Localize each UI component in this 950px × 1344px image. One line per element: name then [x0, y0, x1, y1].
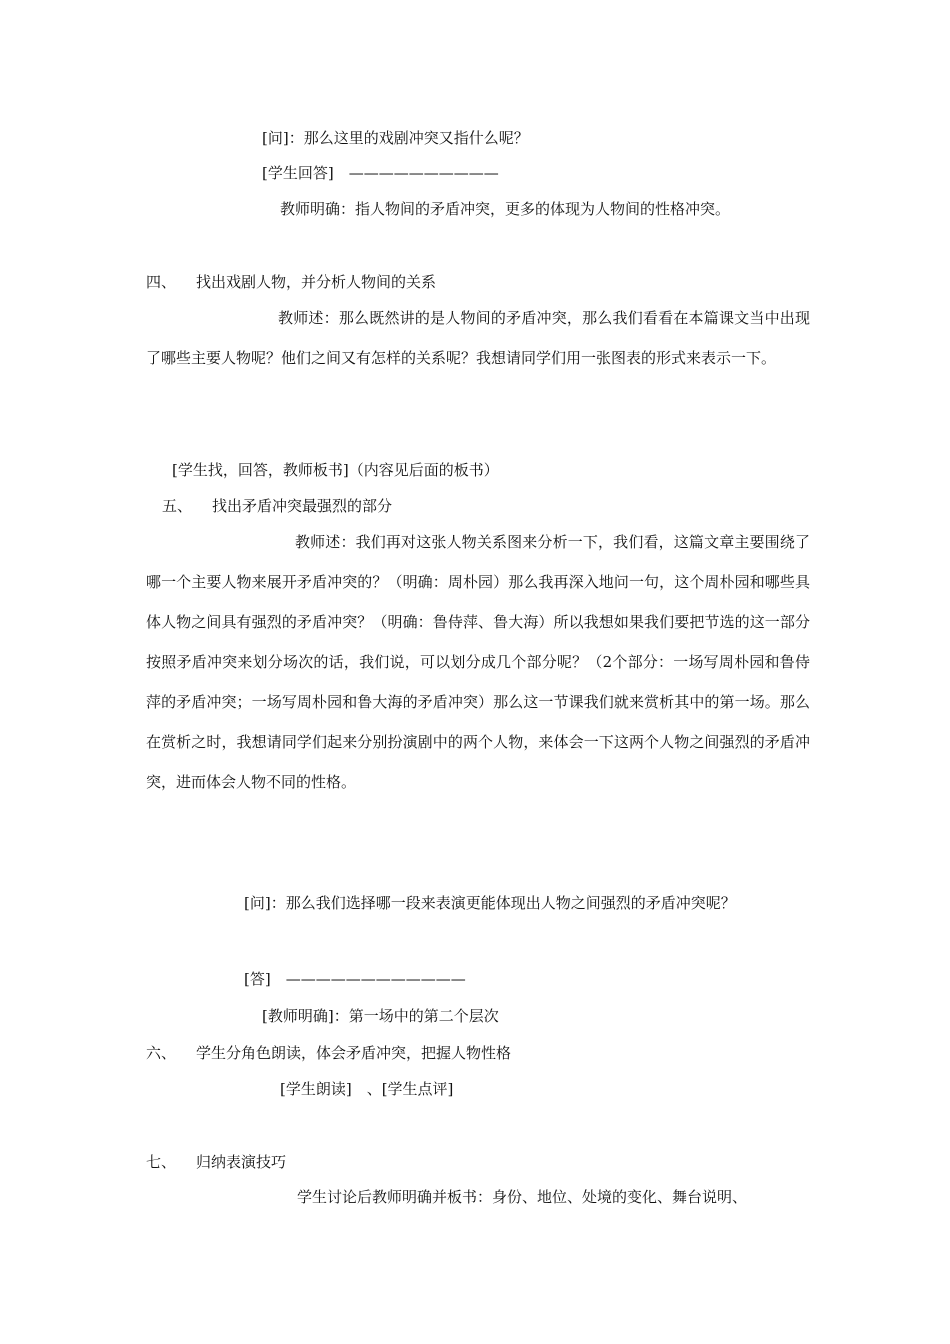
section-7-paragraph: 学生讨论后教师明确并板书：身份、地位、处境的变化、舞台说明、: [297, 1188, 748, 1206]
section-5-paragraph: 教师述：我们再对这张人物关系图来分析一下，我们看，这篇文章主要围绕了哪一个主要人物来展开矛盾冲突的？（明确：周朴园）那么我再深入地问一句，这个周朴园和哪些具体人物之间具有强烈的矛盾冲突？（明确：鲁侍萍、鲁大海）所以我想如果我们要把节选的这一部分按照矛盾冲突来划分场次的话，我们说，可以划分成几个部分呢？（2个部分：一场写周朴园和鲁侍萍的矛盾冲突；一场写周朴园和鲁大海的矛盾冲突）那么这一节课我们就来赏析其中的第一场。那么在赏析之时，我想请同学们起来分别扮演剧中的两个人物，来体会一下这两个人物之间强烈的矛盾冲突，进而体会人物不同的性格。: [146, 533, 810, 791]
section-5-title: 找出矛盾冲突最强烈的部分: [212, 497, 393, 515]
section-7-heading: [146, 1152, 286, 1172]
section-6-student-note: [学生朗读] 、[学生点评]: [280, 1080, 454, 1098]
section-4-number: 四、: [146, 273, 177, 291]
section-4-title: 找出戏剧人物，并分析人物间的关系: [196, 273, 437, 291]
section-4-heading: [146, 272, 436, 292]
question-1: [问]：那么这里的戏剧冲突又指什么呢？: [262, 129, 529, 147]
teacher-clarify-2: [教师明确]：第一场中的第二个层次: [262, 1007, 499, 1025]
section-4-paragraph: 教师述：那么既然讲的是人物间的矛盾冲突，那么我们看看在本篇课文当中出现了哪些主要人物呢？他们之间又有怎样的关系呢？我想请同学们用一张图表的形式来表示一下。: [146, 309, 810, 367]
section-7-number: 七、: [146, 1153, 177, 1171]
section-5-number: 五、: [162, 497, 193, 515]
teacher-clarify-1: 教师明确：指人物间的矛盾冲突，更多的体现为人物间的性格冲突。: [280, 200, 731, 218]
student-answer-1: [学生回答] ——————————: [262, 164, 499, 182]
section-7-title: 归纳表演技巧: [196, 1153, 287, 1171]
section-6-number: 六、: [146, 1044, 177, 1062]
section-6-title: 学生分角色朗读，体会矛盾冲突，把握人物性格: [196, 1044, 512, 1062]
section-6-heading: [146, 1043, 511, 1063]
student-answer-2: [答] ————————————: [244, 970, 466, 988]
question-2: [问]：那么我们选择哪一段来表演更能体现出人物之间强烈的矛盾冲突呢？: [244, 894, 736, 912]
section-5-heading: [162, 496, 392, 516]
section-4-student-note: [学生找，回答，教师板书]（内容见后面的板书）: [172, 461, 499, 479]
